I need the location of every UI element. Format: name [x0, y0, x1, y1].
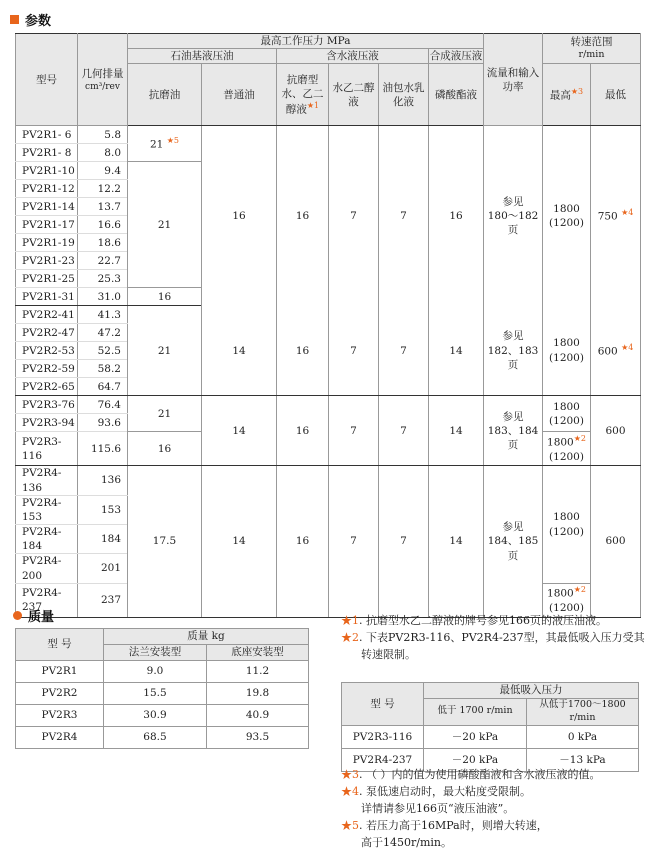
- table-row-disp: 136: [78, 466, 128, 495]
- header-antiwear: 抗磨油: [128, 64, 202, 126]
- header-antiwear-glycol: 抗磨型水、乙二醇液$^{★1}$: [277, 64, 329, 126]
- header-min-speed: 最低: [591, 64, 641, 126]
- mass-header-mass: 质量 kg: [104, 629, 309, 645]
- suction-header-low: 低于 1700 r/min: [424, 699, 527, 726]
- mass-row-flange: 15.5: [104, 683, 207, 705]
- table-row-model: PV2R4-184: [16, 525, 78, 554]
- cell-max-speed: $1800^{★2}$ (1200): [543, 583, 591, 617]
- note-2-cont: 转速限制。: [361, 648, 416, 662]
- cell-antiwear: 21: [128, 396, 202, 432]
- cell-min-speed: 600 $^{★4}$: [591, 306, 641, 396]
- note-1: ★1. 抗磨型水乙二醇液的牌号参见166页的液压油液。: [341, 614, 607, 627]
- header-speed: 转速范围 r/min: [543, 34, 641, 64]
- cell-flow: 参见 183、184页: [484, 396, 543, 466]
- suction-header-range: 从低于1700～1800 r/min: [527, 699, 639, 726]
- table-row-model: PV2R1- 8: [16, 144, 78, 162]
- cell-antiwear-glycol: 16: [277, 126, 329, 306]
- note-4-cont: 详情请参见166页“液压油液”。: [361, 802, 515, 816]
- header-displacement: 几何排量 cm³/rev: [78, 34, 128, 126]
- table-row-model: PV2R4-200: [16, 554, 78, 583]
- suction-row-range: －13 kPa: [527, 748, 639, 771]
- header-phosphate: 磷酸酯液: [429, 64, 484, 126]
- mass-row-foot: 19.8: [207, 683, 309, 705]
- cell-phosphate: 14: [429, 306, 484, 396]
- cell-min-speed: 600: [591, 396, 641, 466]
- table-row-model: PV2R3-94: [16, 414, 78, 432]
- cell-emulsion: 7: [379, 126, 429, 306]
- cell-emulsion: 7: [379, 396, 429, 466]
- table-row-disp: 93.6: [78, 414, 128, 432]
- cell-water-glycol: 7: [329, 396, 379, 466]
- mass-row-foot: 11.2: [207, 661, 309, 683]
- cell-water-glycol: 7: [329, 306, 379, 396]
- table-row-disp: 25.3: [78, 270, 128, 288]
- header-water: 含水液压液: [277, 49, 429, 64]
- note-4: ★4. 泵低速启动时，最大粘度受限制。: [341, 785, 531, 799]
- table-row-model: PV2R1-17: [16, 216, 78, 234]
- header-petroleum: 石油基液压油: [128, 49, 277, 64]
- table-row-disp: 12.2: [78, 180, 128, 198]
- table-row-disp: 16.6: [78, 216, 128, 234]
- table-row-disp: 237: [78, 583, 128, 617]
- note-3: ★3. （ ）内的值为使用磷酸酯液和含水液压液的值。: [341, 768, 601, 781]
- table-row-model: PV2R4-136: [16, 466, 78, 495]
- header-max-speed: 最高$^{★3}$: [543, 64, 591, 126]
- mass-row-foot: 93.5: [207, 727, 309, 749]
- table-row-disp: 52.5: [78, 342, 128, 360]
- cell-emulsion: 7: [379, 466, 429, 617]
- cell-antiwear: 21: [128, 162, 202, 288]
- table-row-disp: 22.7: [78, 252, 128, 270]
- table-row-disp: 5.8: [78, 126, 128, 144]
- header-water-glycol: 水乙二醇液: [329, 64, 379, 126]
- cell-max-speed: 1800 (1200): [543, 126, 591, 306]
- table-row-model: PV2R1-25: [16, 270, 78, 288]
- table-row-model: PV2R2-41: [16, 306, 78, 324]
- table-row-disp: 184: [78, 525, 128, 554]
- table-row-model: PV2R1- 6: [16, 126, 78, 144]
- table-row-disp: 58.2: [78, 360, 128, 378]
- suction-row-low: －20 kPa: [424, 725, 527, 748]
- notes-bottom: [341, 766, 656, 851]
- mass-header-flange: 法兰安装型: [104, 645, 207, 661]
- cell-min-speed: 750 $^{★4}$: [591, 126, 641, 306]
- table-row-model: PV2R2-53: [16, 342, 78, 360]
- table-row-model: PV2R1-10: [16, 162, 78, 180]
- header-flow: 流量和输入功率: [484, 34, 543, 126]
- table-row-model: PV2R1-23: [16, 252, 78, 270]
- mass-row-model: PV2R2: [16, 683, 104, 705]
- cell-min-speed: 600: [591, 466, 641, 617]
- header-max-pressure: 最高工作压力 MPa: [128, 34, 484, 49]
- table-row-disp: 47.2: [78, 324, 128, 342]
- table-row-model: PV2R3-76: [16, 396, 78, 414]
- table-row-model: PV2R1-19: [16, 234, 78, 252]
- header-normal: 普通油: [202, 64, 277, 126]
- cell-antiwear: 16: [128, 432, 202, 466]
- cell-max-speed: 1800 (1200): [543, 466, 591, 583]
- table-row-disp: 64.7: [78, 378, 128, 396]
- note-2: ★2. 下表PV2R3-116、PV2R4-237型，其最低吸入压力受其: [341, 631, 645, 645]
- section-title-params: 参数: [10, 10, 51, 29]
- suction-row-range: 0 kPa: [527, 725, 639, 748]
- cell-antiwear-glycol: 16: [277, 306, 329, 396]
- mass-row-model: PV2R3: [16, 705, 104, 727]
- table-row-model: PV2R1-31: [16, 288, 78, 306]
- table-row-disp: 18.6: [78, 234, 128, 252]
- table-row-disp: 13.7: [78, 198, 128, 216]
- cell-max-speed: $1800^{★2}$ (1200): [543, 432, 591, 466]
- note-5-cont: 高于1450r/min。: [361, 836, 452, 850]
- section-title-mass: 质量: [13, 606, 54, 625]
- cell-water-glycol: 7: [329, 466, 379, 617]
- mass-header-foot: 底座安装型: [207, 645, 309, 661]
- table-row-disp: 76.4: [78, 396, 128, 414]
- cell-antiwear: 16: [128, 288, 202, 306]
- cell-normal: 14: [202, 306, 277, 396]
- table-row-model: PV2R2-65: [16, 378, 78, 396]
- cell-antiwear-glycol: 16: [277, 396, 329, 466]
- cell-normal: 14: [202, 466, 277, 617]
- suction-header-model: 型 号: [342, 683, 424, 726]
- mass-header-model: 型 号: [16, 629, 104, 661]
- cell-max-speed: 1800 (1200): [543, 306, 591, 396]
- orange-dot-icon: [13, 611, 22, 620]
- table-row-model: PV2R4-153: [16, 495, 78, 524]
- cell-phosphate: 14: [429, 466, 484, 617]
- suction-table: [341, 682, 639, 772]
- cell-max-speed: 1800 (1200): [543, 396, 591, 432]
- table-row-disp: 41.3: [78, 306, 128, 324]
- mass-row-flange: 9.0: [104, 661, 207, 683]
- mass-row-flange: 30.9: [104, 705, 207, 727]
- cell-antiwear: 17.5: [128, 466, 202, 617]
- suction-header-title: 最低吸入压力: [424, 683, 639, 699]
- table-row-model: PV2R4-237: [16, 583, 78, 617]
- suction-row-model: PV2R4-237: [342, 748, 424, 771]
- note-5: ★5. 若压力高于16MPa时，则增大转速，: [341, 819, 548, 833]
- table-row-model: PV2R2-59: [16, 360, 78, 378]
- cell-antiwear: 21: [128, 306, 202, 396]
- header-synthetic: 合成液压液: [429, 50, 483, 63]
- table-row-model: PV2R1-14: [16, 198, 78, 216]
- cell-flow: 参见 184、185页: [484, 466, 543, 617]
- table-row-disp: 153: [78, 495, 128, 524]
- cell-phosphate: 14: [429, 396, 484, 466]
- cell-emulsion: 7: [379, 306, 429, 396]
- cell-antiwear: 21 $^{★5}$: [128, 126, 202, 162]
- table-row-model: PV2R1-12: [16, 180, 78, 198]
- notes-top: [341, 612, 656, 663]
- suction-row-low: －20 kPa: [424, 748, 527, 771]
- mass-row-flange: 68.5: [104, 727, 207, 749]
- mass-row-model: PV2R1: [16, 661, 104, 683]
- table-row-disp: 201: [78, 554, 128, 583]
- header-emulsion: 油包水乳化液: [379, 64, 429, 126]
- cell-normal: 14: [202, 396, 277, 466]
- table-row-model: PV2R3-116: [16, 432, 78, 466]
- mass-row-foot: 40.9: [207, 705, 309, 727]
- cell-flow: 参见 182、183页: [484, 306, 543, 396]
- table-row-disp: 115.6: [78, 432, 128, 466]
- header-model: 型号: [16, 34, 78, 126]
- cell-flow: 参见 180～182页: [484, 126, 543, 306]
- table-row-model: PV2R2-47: [16, 324, 78, 342]
- cell-phosphate: 16: [429, 126, 484, 306]
- mass-row-model: PV2R4: [16, 727, 104, 749]
- mass-table: [15, 628, 309, 749]
- table-row-disp: 9.4: [78, 162, 128, 180]
- table-row-disp: 8.0: [78, 144, 128, 162]
- cell-antiwear-glycol: 16: [277, 466, 329, 617]
- cell-water-glycol: 7: [329, 126, 379, 306]
- orange-square-icon: [10, 15, 19, 24]
- parameter-table: [15, 33, 641, 618]
- cell-normal: 16: [202, 126, 277, 306]
- table-row-disp: 31.0: [78, 288, 128, 306]
- suction-row-model: PV2R3-116: [342, 725, 424, 748]
